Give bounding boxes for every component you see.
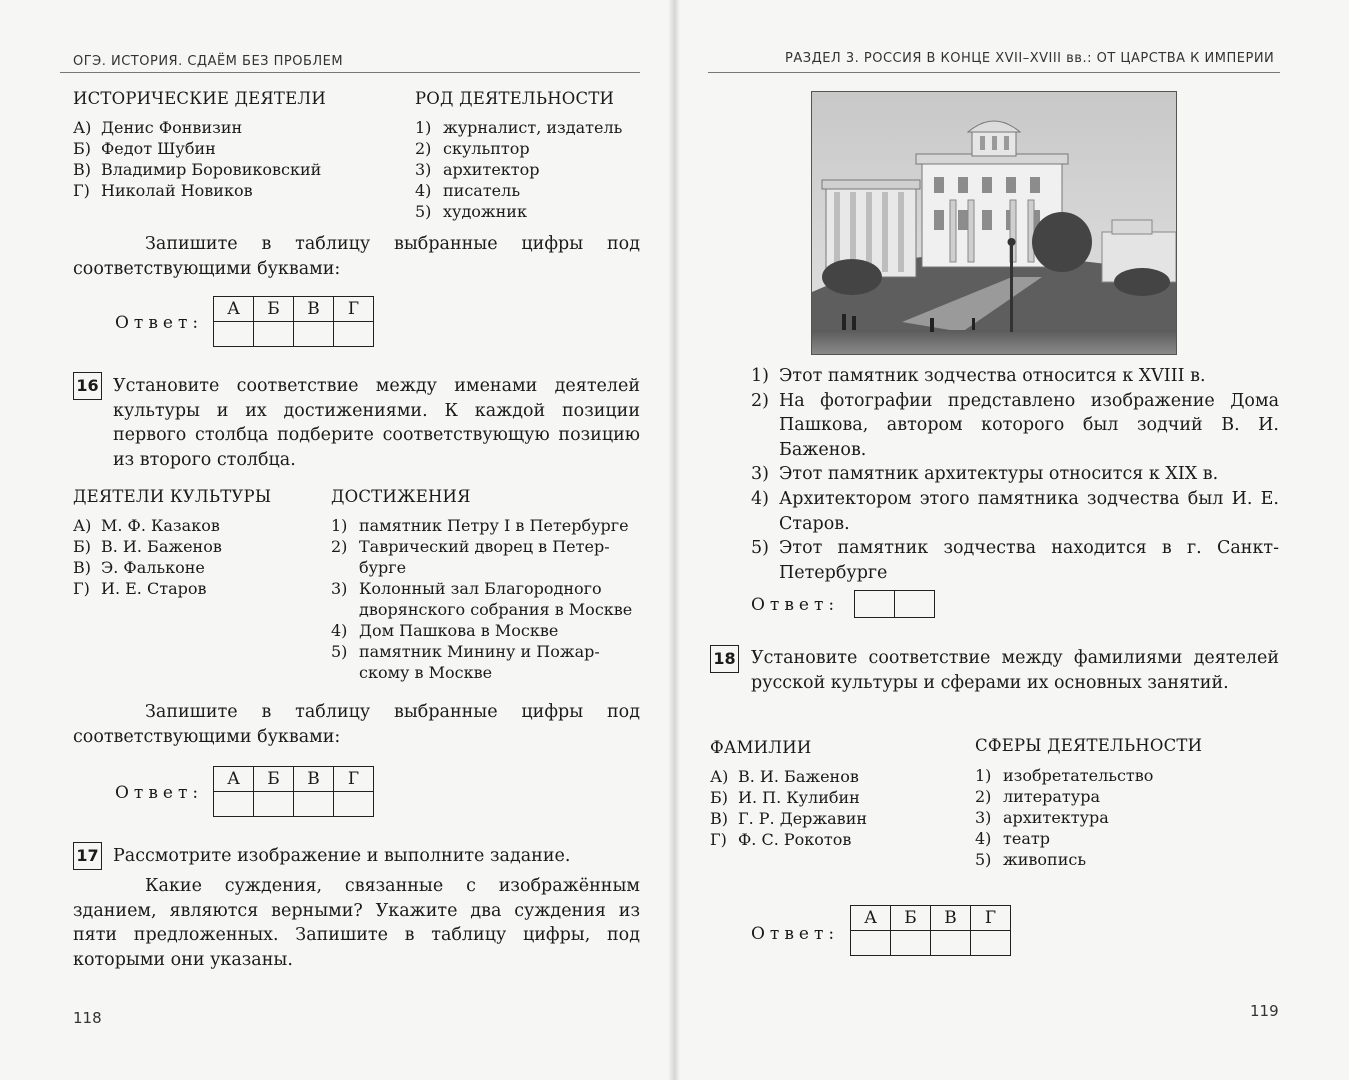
list-item: Г) И. Е. Старов: [73, 579, 207, 598]
q16-number-box: 16: [73, 372, 102, 400]
list-item: скому в Москве: [359, 663, 493, 682]
q15-col2-list: [415, 117, 622, 222]
q18-number-box: 18: [710, 645, 739, 673]
list-item: 1) изобретательство: [975, 766, 1154, 785]
list-item: 5) памятник Минину и Пожар-: [331, 642, 600, 661]
q16-col2-list: [331, 515, 632, 683]
answer-cell-b[interactable]: [891, 931, 931, 956]
list-item: 4) писатель: [415, 181, 521, 200]
list-item: 4) Дом Пашкова в Москве: [331, 621, 559, 640]
list-item: 1) Этот памятник зодчества относится к XVIII в.: [751, 366, 1206, 386]
q15-col2-heading: РОД ДЕЯТЕЛЬНОСТИ: [415, 89, 615, 108]
answer-cell-g[interactable]: [971, 931, 1011, 956]
answer-letter: В: [931, 906, 971, 931]
q18-col1-list: [710, 766, 867, 850]
answer-letter: Б: [891, 906, 931, 931]
answer-cell-g[interactable]: [334, 792, 374, 817]
list-item: В) Владимир Боровиковский: [73, 160, 322, 179]
answer-cell-v[interactable]: [294, 792, 334, 817]
q17-number-box: 17: [73, 842, 102, 870]
answer-letter: Б: [254, 297, 294, 322]
q17-text: Рассмотрите изображение и выполните задание.: [113, 846, 571, 866]
list-item: 2) литература: [975, 787, 1100, 806]
list-item: 2) На фотографии представлено изображение Дома Пашкова, автором которого был зодчий В. И. Баженов.: [751, 390, 1279, 460]
book-gutter: [668, 0, 680, 1080]
right-header-rule: [708, 72, 1280, 73]
answer-letter: Г: [971, 906, 1011, 931]
q18-answer-table: [850, 905, 1011, 956]
answer-letter: Г: [334, 297, 374, 322]
q18-col2-list: [975, 765, 1153, 870]
list-item: 1) памятник Петру I в Петербурге: [331, 516, 629, 535]
q15-col1-heading: ИСТОРИЧЕСКИЕ ДЕЯТЕЛИ: [73, 89, 326, 108]
q18-answer-label: Ответ:: [751, 924, 840, 944]
q17-options: [751, 364, 1279, 585]
answer-cell-2[interactable]: [895, 591, 935, 618]
list-item: Г) Ф. С. Рокотов: [710, 830, 852, 849]
list-item: А) Денис Фонвизин: [73, 118, 243, 137]
list-item: 3) архитектура: [975, 808, 1109, 827]
q16-text: Установите соответствие между именами деятелей культуры и их достижениями. К каждой позиции первого столбца подберите соответствующую позицию из второго столбца.: [113, 376, 640, 470]
list-item: Б) Федот Шубин: [73, 139, 216, 158]
left-header-rule: [60, 72, 640, 73]
list-item: бурге: [359, 558, 407, 577]
answer-letter: Г: [334, 767, 374, 792]
list-item: 4) Архитектором этого памятника зодчества был И. Е. Старов.: [751, 488, 1279, 534]
list-item: 5) художник: [415, 202, 527, 221]
list-item: 5) живопись: [975, 850, 1087, 869]
answer-letter: Б: [254, 767, 294, 792]
answer-cell-v[interactable]: [294, 322, 334, 347]
q15-answer-label: Ответ:: [115, 313, 204, 333]
q15-answer-table: [213, 296, 374, 347]
list-item: Г) Николай Новиков: [73, 181, 253, 200]
q16-col1-list: [73, 515, 222, 599]
q18-col1-heading: ФАМИЛИИ: [710, 738, 812, 757]
answer-letter: А: [214, 767, 254, 792]
answer-cell-a[interactable]: [214, 322, 254, 347]
list-item: 1) журналист, издатель: [415, 118, 623, 137]
q17-answer-table: [854, 590, 935, 618]
q17-paragraph: Какие суждения, связанные с изображённым зданием, являются верными? Укажите два суждения из пяти предложенных. Запишите в таблицу цифры, под которыми они указаны.: [73, 876, 640, 970]
q16-answer-label: Ответ:: [115, 783, 204, 803]
q18-text: Установите соответствие между фамилиями деятелей русской культуры и сферами их основных занятий.: [751, 648, 1279, 693]
q16-col1-heading: ДЕЯТЕЛИ КУЛЬТУРЫ: [73, 487, 272, 506]
answer-cell-a[interactable]: [851, 931, 891, 956]
list-item: А) В. И. Баженов: [710, 767, 859, 786]
list-item: Б) В. И. Баженов: [73, 537, 222, 556]
answer-letter: А: [851, 906, 891, 931]
list-item: 3) Этот памятник архитектуры относится к XIX в.: [751, 464, 1219, 485]
answer-cell-b[interactable]: [254, 322, 294, 347]
list-item: 2) Таврический дворец в Петер-: [331, 537, 610, 556]
list-item: 5) Этот памятник зодчества находится в г. Санкт-Петербурге: [751, 538, 1279, 583]
q15-col1-list: [73, 117, 321, 201]
q18-col2-heading: СФЕРЫ ДЕЯТЕЛЬНОСТИ: [975, 736, 1203, 755]
left-running-header: ОГЭ. ИСТОРИЯ. СДАЁМ БЕЗ ПРОБЛЕМ: [73, 54, 344, 69]
answer-cell-a[interactable]: [214, 792, 254, 817]
answer-cell-g[interactable]: [334, 322, 374, 347]
list-item: 2) скульптор: [415, 139, 530, 158]
list-item: 3) Колонный зал Благородного: [331, 579, 602, 598]
right-page-number: 119: [1250, 1002, 1279, 1020]
q16-instruction: Запишите в таблицу выбранные цифры под соответствующими буквами:: [73, 702, 640, 747]
q16-col2-heading: ДОСТИЖЕНИЯ: [331, 487, 471, 506]
answer-letter: В: [294, 297, 334, 322]
list-item: В) Э. Фальконе: [73, 558, 205, 577]
pashkov-house-photo: [811, 91, 1177, 355]
q16-answer-table: [213, 766, 374, 817]
q17-answer-label: Ответ:: [751, 595, 840, 615]
answer-letter: В: [294, 767, 334, 792]
list-item: 3) архитектор: [415, 160, 540, 179]
list-item: А) М. Ф. Казаков: [73, 516, 220, 535]
list-item: Б) И. П. Кулибин: [710, 788, 860, 807]
answer-cell-b[interactable]: [254, 792, 294, 817]
q15-instruction: Запишите в таблицу выбранные цифры под соответствующими буквами:: [73, 234, 640, 279]
building-photo-icon: [812, 92, 1176, 354]
answer-letter: А: [214, 297, 254, 322]
answer-cell-v[interactable]: [931, 931, 971, 956]
left-page-number: 118: [73, 1009, 102, 1027]
list-item: 4) театр: [975, 829, 1050, 848]
list-item: дворянского собрания в Москве: [359, 600, 633, 619]
list-item: В) Г. Р. Державин: [710, 809, 868, 828]
answer-cell-1[interactable]: [855, 591, 895, 618]
right-running-header: РАЗДЕЛ 3. РОССИЯ В КОНЦЕ XVII–XVIII вв.: ОТ ЦАРСТВА К ИМПЕРИИ: [785, 51, 1275, 66]
